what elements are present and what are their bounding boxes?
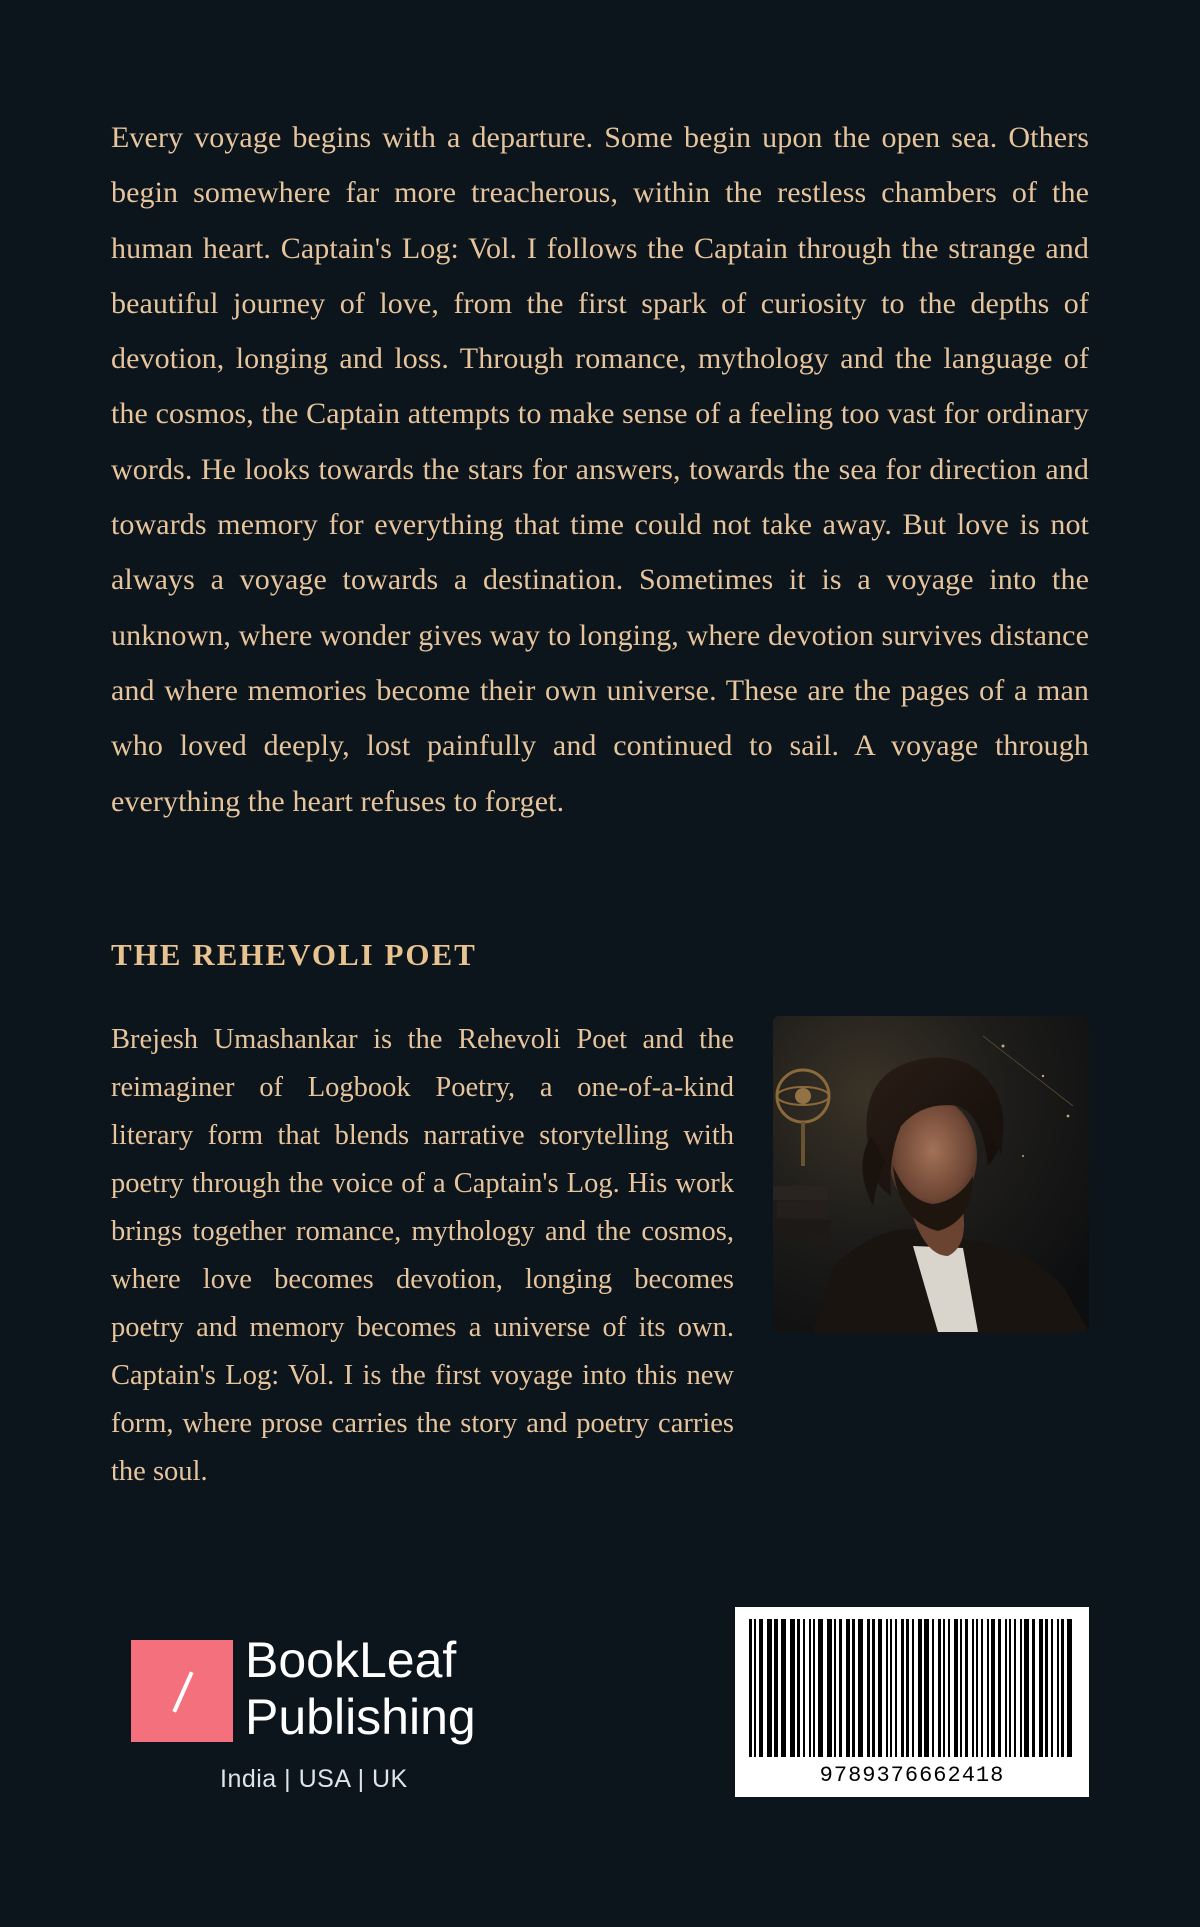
author-photo	[773, 1016, 1089, 1332]
author-bio: Brejesh Umashankar is the Rehevoli Poet and the reimaginer of Logbook Poetry, a one-of-a-kind literary form that blends narrative storytelling with poetry through the voice of a Captain's Log. His work brings together romance, mythology and the cosmos, where love becomes devotion, longing becomes poetry and memory becomes a universe of its own. Captain's Log: Vol. I is the first voyage into this new form, where prose carries the story and poetry carries the soul.	[111, 1024, 734, 1487]
author-portrait-icon	[773, 1016, 1089, 1332]
publisher-name-line2: Publishing	[245, 1689, 476, 1745]
publisher-name-line1: BookLeaf	[245, 1632, 457, 1688]
publisher-regions: India | USA | UK	[220, 1765, 408, 1793]
isbn-barcode	[735, 1607, 1089, 1797]
publisher-name	[245, 1632, 476, 1746]
book-blurb: Every voyage begins with a departure. Some begin upon the open sea. Others begin somewhere far more treacherous, within the restless chambers of the human heart. Captain's Log: Vol. I follows the Captain through the strange and beautiful journey of love, from the first spark of curiosity to the depths of devotion, longing and loss. Through romance, mythology and the language of the cosmos, the Captain attempts to make sense of a feeling too vast for ordinary words. He looks towards the stars for answers, towards the sea for direction and towards memory for everything that time could not take away. But love is not always a voyage towards a destination. Sometimes it is a voyage into the unknown, where wonder gives way to longing, where devotion survives distance and where memories become their own universe. These are the pages of a man who loved deeply, lost painfully and continued to sail. A voyage through everything the heart refuses to forget.	[111, 121, 1089, 818]
publisher-logo	[131, 1632, 531, 1800]
isbn-number: 9789376662418	[819, 1763, 1005, 1788]
bookleaf-slash-icon	[131, 1640, 233, 1742]
author-section-heading: THE REHEVOLI POET	[111, 937, 477, 972]
